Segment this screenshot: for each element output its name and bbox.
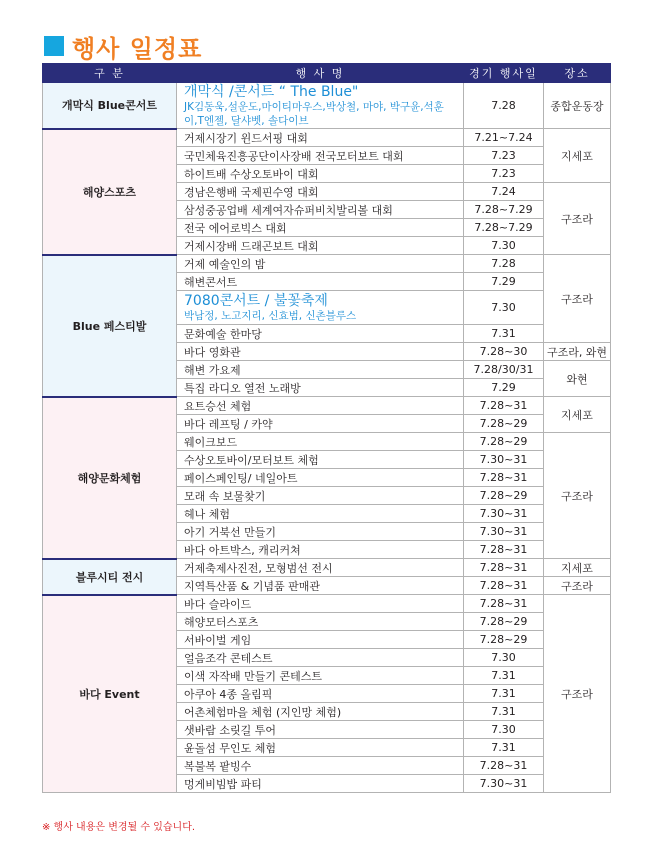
event-date-cell: 7.28~30	[464, 343, 544, 361]
event-name-cell: 요트승선 체험	[177, 397, 464, 415]
event-date-cell: 7.28~31	[464, 577, 544, 595]
event-performers: JK김동욱,설운도,마이티마우스,박상철, 마야, 박구윤,석훈이,T엔젤, 달샤벳, 솔다이브	[184, 100, 444, 127]
event-name-cell: 윤돌섬 무인도 체험	[177, 739, 464, 757]
event-date-cell: 7.30	[464, 291, 544, 325]
header-venue: 장소	[544, 64, 611, 83]
event-date-cell: 7.28~7.29	[464, 201, 544, 219]
event-date-cell: 7.30	[464, 721, 544, 739]
event-performers: 박남정, 노고지리, 신효범, 신촌블루스	[184, 309, 357, 322]
venue-cell: 구조라	[544, 595, 611, 793]
event-name-cell: 어촌체험마을 체험 (지인망 체험)	[177, 703, 464, 721]
event-name-cell: 바다 슬라이드	[177, 595, 464, 613]
event-name-cell: 해양모터스포츠	[177, 613, 464, 631]
venue-cell: 구조라	[544, 433, 611, 559]
event-date-cell: 7.30~31	[464, 523, 544, 541]
page-title	[44, 30, 202, 62]
table-header-row	[43, 64, 611, 83]
event-name-cell: 문화예술 한마당	[177, 325, 464, 343]
event-date-cell: 7.23	[464, 165, 544, 183]
event-date-cell: 7.30~31	[464, 451, 544, 469]
venue-cell: 종합운동장	[544, 83, 611, 129]
event-name-cell: 거제축제사진전, 모형범선 전시	[177, 559, 464, 577]
event-date-cell: 7.28~31	[464, 541, 544, 559]
category-cell: 해양스포츠	[43, 129, 177, 255]
event-date-cell: 7.30~31	[464, 505, 544, 523]
event-name-cell: 헤나 체험	[177, 505, 464, 523]
event-name-cell: 바다 영화관	[177, 343, 464, 361]
event-name-cell: 샛바람 소릿길 투어	[177, 721, 464, 739]
venue-cell: 지세포	[544, 129, 611, 183]
event-name-cell: 웨이크보드	[177, 433, 464, 451]
category-cell: 개막식 Blue콘서트	[43, 83, 177, 129]
event-date-cell: 7.21~7.24	[464, 129, 544, 147]
event-date-cell: 7.28/30/31	[464, 361, 544, 379]
event-date-cell: 7.28~29	[464, 415, 544, 433]
event-date-cell: 7.24	[464, 183, 544, 201]
table-row	[43, 559, 611, 577]
table-row	[43, 595, 611, 613]
event-name-cell: 하이트배 수상오토바이 대회	[177, 165, 464, 183]
event-name-cell: 특집 라디오 열전 노래방	[177, 379, 464, 397]
event-date-cell: 7.31	[464, 739, 544, 757]
venue-cell: 지세포	[544, 559, 611, 577]
event-date-cell: 7.30	[464, 649, 544, 667]
venue-cell: 와현	[544, 361, 611, 397]
event-name-cell: 거제시장배 드래곤보트 대회	[177, 237, 464, 255]
title-square-icon	[44, 36, 64, 56]
event-name-cell: 전국 에어로빅스 대회	[177, 219, 464, 237]
event-date-cell: 7.31	[464, 685, 544, 703]
event-name-cell: 수상오토바이/모터보트 체험	[177, 451, 464, 469]
event-date-cell: 7.28~29	[464, 631, 544, 649]
event-date-cell: 7.31	[464, 325, 544, 343]
header-date: 경기 행사일	[464, 64, 544, 83]
table-row	[43, 255, 611, 273]
event-date-cell: 7.28	[464, 83, 544, 129]
category-cell: Blue 페스티발	[43, 255, 177, 397]
event-name-cell: 거제 예술인의 밤	[177, 255, 464, 273]
table-row	[43, 129, 611, 147]
event-date-cell: 7.28~29	[464, 433, 544, 451]
venue-cell: 구조라	[544, 577, 611, 595]
event-name-cell	[177, 83, 464, 129]
event-date-cell: 7.29	[464, 273, 544, 291]
footnote: ※ 행사 내용은 변경될 수 있습니다.	[42, 822, 196, 833]
event-name-cell: 이색 자작배 만들기 콘테스트	[177, 667, 464, 685]
header-category: 구 분	[43, 64, 177, 83]
venue-cell: 구조라, 와현	[544, 343, 611, 361]
category-cell: 블루시티 전시	[43, 559, 177, 595]
event-title: 개막식 /콘서트 “ The Blue"	[184, 83, 359, 100]
event-name-cell: 아기 거북선 만들기	[177, 523, 464, 541]
event-date-cell: 7.28~31	[464, 757, 544, 775]
event-name-cell: 삼성중공업배 세계여자슈퍼비치발리볼 대회	[177, 201, 464, 219]
event-date-cell: 7.28~31	[464, 469, 544, 487]
event-name-cell: 거제시장기 윈드서핑 대회	[177, 129, 464, 147]
table-row	[43, 83, 611, 129]
event-date-cell: 7.28~7.29	[464, 219, 544, 237]
event-date-cell: 7.28~31	[464, 397, 544, 415]
event-name-cell: 얼음조각 콘테스트	[177, 649, 464, 667]
event-date-cell: 7.31	[464, 667, 544, 685]
event-date-cell: 7.29	[464, 379, 544, 397]
event-date-cell: 7.28	[464, 255, 544, 273]
event-date-cell: 7.28~31	[464, 559, 544, 577]
event-name-cell: 아쿠아 4종 올림픽	[177, 685, 464, 703]
event-name-cell: 해변 가요제	[177, 361, 464, 379]
event-name-cell: 해변콘서트	[177, 273, 464, 291]
event-date-cell: 7.30	[464, 237, 544, 255]
event-date-cell: 7.28~31	[464, 595, 544, 613]
event-name-cell: 바다 레프팅 / 카약	[177, 415, 464, 433]
table-row	[43, 397, 611, 415]
event-title: 7080콘서트 / 불꽃축제	[184, 292, 328, 309]
event-name-cell: 멍게비빔밥 파티	[177, 775, 464, 793]
event-date-cell: 7.30~31	[464, 775, 544, 793]
header-event-name: 행 사 명	[177, 64, 464, 83]
event-name-cell: 국민체육진흥공단이사장배 전국모터보트 대회	[177, 147, 464, 165]
event-name-cell: 서바이벌 게임	[177, 631, 464, 649]
venue-cell: 지세포	[544, 397, 611, 433]
venue-cell: 구조라	[544, 183, 611, 255]
event-name-cell: 바다 아트박스, 캐리커쳐	[177, 541, 464, 559]
event-name-cell: 지역특산품 & 기념품 판매관	[177, 577, 464, 595]
event-date-cell: 7.23	[464, 147, 544, 165]
venue-cell: 구조라	[544, 255, 611, 343]
event-name-cell: 모래 속 보물찾기	[177, 487, 464, 505]
category-cell: 해양문화체험	[43, 397, 177, 559]
event-date-cell: 7.28~29	[464, 487, 544, 505]
event-date-cell: 7.31	[464, 703, 544, 721]
event-name-cell: 복불복 팥빙수	[177, 757, 464, 775]
event-name-cell	[177, 291, 464, 325]
event-date-cell: 7.28~29	[464, 613, 544, 631]
event-name-cell: 경남은행배 국제핀수영 대회	[177, 183, 464, 201]
category-cell: 바다 Event	[43, 595, 177, 793]
event-name-cell: 페이스페인팅/ 네일아트	[177, 469, 464, 487]
page-title-text: 행사 일정표	[72, 34, 203, 63]
schedule-table	[42, 63, 611, 793]
